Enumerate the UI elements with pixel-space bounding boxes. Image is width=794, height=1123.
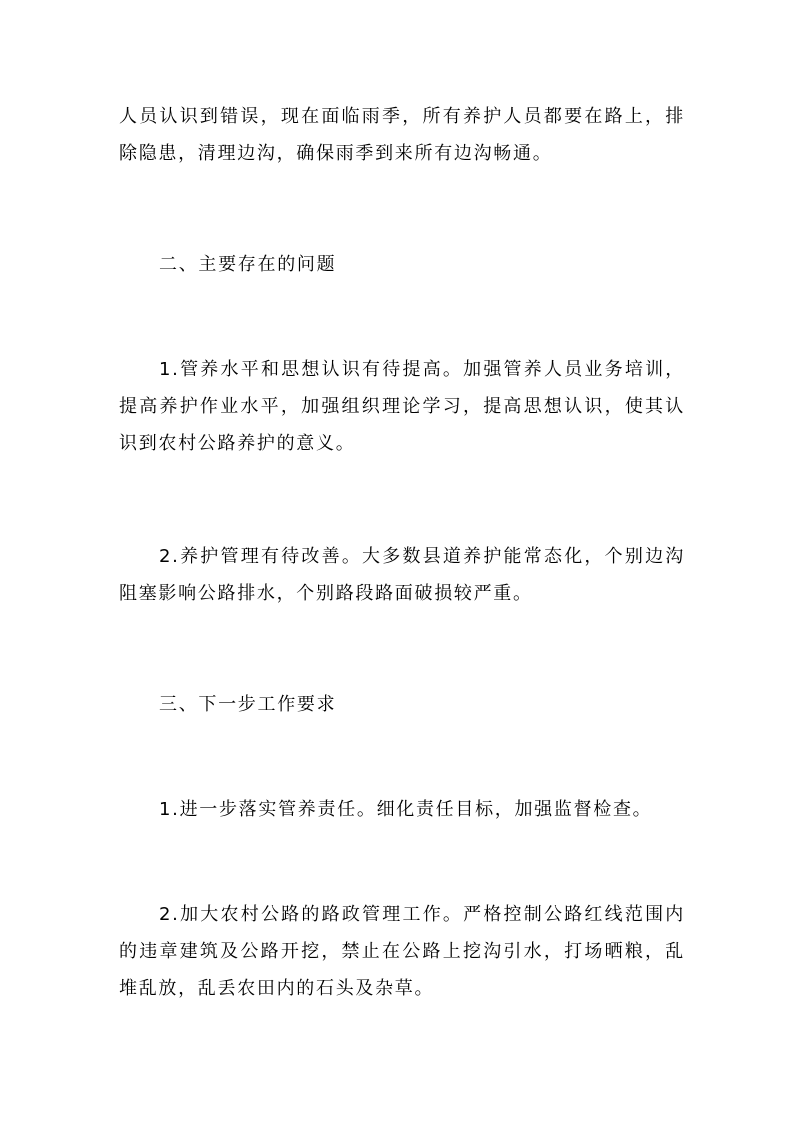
section-heading-next-steps: 三、下一步工作要求 (159, 694, 337, 715)
paragraph-requirement-1: 1.进一步落实管养责任。细化责任目标，加强监督检查。 (159, 799, 653, 820)
section-heading-main-problems: 二、主要存在的问题 (159, 254, 337, 275)
paragraph-problem-2: 2.养护管理有待改善。大多数县道养护能常态化，个别边沟阻塞影响公路排水，个别路段路面破损较严重。 (119, 546, 685, 604)
paragraph-continuation: 人员认识到错误，现在面临雨季，所有养护人员都要在路上，排除隐患，清理边沟，确保雨季到来所有边沟畅通。 (119, 106, 685, 164)
paragraph-problem-1: 1.管养水平和思想认识有待提高。加强管养人员业务培训，提高养护作业水平，加强组织理论学习，提高思想认识，使其认识到农村公路养护的意义。 (119, 359, 685, 454)
paragraph-requirement-2: 2.加大农村公路的路政管理工作。严格控制公路红线范围内的违章建筑及公路开挖，禁止在公路上挖沟引水，打场晒粮，乱堆乱放，乱丢农田内的石头及杂草。 (119, 904, 685, 999)
